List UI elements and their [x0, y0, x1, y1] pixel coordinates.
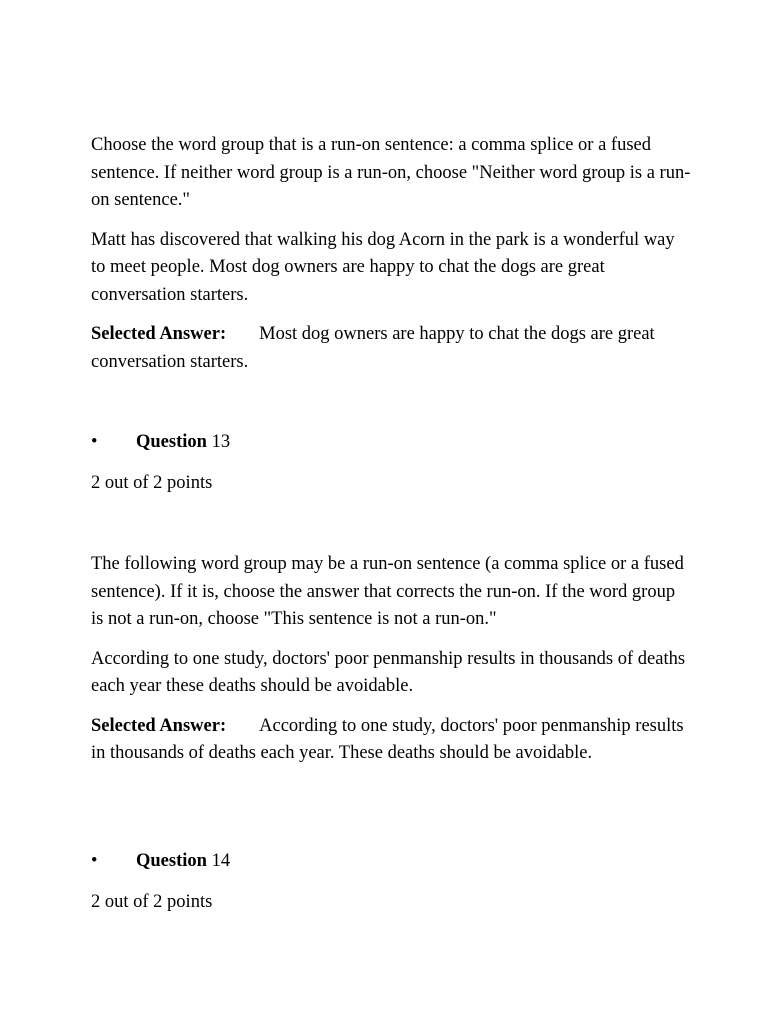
selected-answer-value: Most dog owners are happy to chat the dogs are great conversation starters. [91, 324, 655, 372]
bullet: • [91, 851, 98, 871]
question-label: Question [136, 432, 207, 452]
selected-answer [91, 321, 691, 376]
question-text: According to one study, doctors' poor penmanship results in thousands of deaths each year these deaths should be avoidable. [91, 648, 686, 696]
question-number: 14 [211, 851, 231, 871]
question-12-body [91, 132, 691, 376]
question-number: 13 [211, 432, 231, 452]
question-label: Question [136, 851, 207, 871]
selected-answer-label: Selected Answer: [91, 324, 227, 344]
question-prompt: Choose the word group that is a run-on sentence: a comma splice or a fused sentence. If neither word group is a run-on, choose "Neither word group is a run-on sentence." [91, 135, 691, 210]
question-14-points: 2 out of 2 points [91, 892, 213, 912]
question-13-body [91, 551, 691, 768]
selected-answer-label: Selected Answer: [91, 715, 227, 736]
selected-answer [91, 713, 691, 768]
question-13-points: 2 out of 2 points [91, 473, 213, 493]
question-13-header [91, 429, 691, 457]
question-prompt: The following word group may be a run-on sentence (a comma splice or a fused sentence). If it is, choose the answer that corrects the run-on. If the word group is not a run-on, choose "This sentence is not a run-on." [91, 554, 684, 629]
selected-answer-value: According to one study, doctors' poor penmanship results in thousands of deaths each year. These deaths should be avoidable. [91, 715, 684, 763]
question-text: Matt has discovered that walking his dog Acorn in the park is a wonderful way to meet people. Most dog owners are happy to chat the dogs are great conversation starters. [91, 229, 675, 305]
question-14-header [91, 848, 691, 876]
bullet: • [91, 432, 98, 452]
